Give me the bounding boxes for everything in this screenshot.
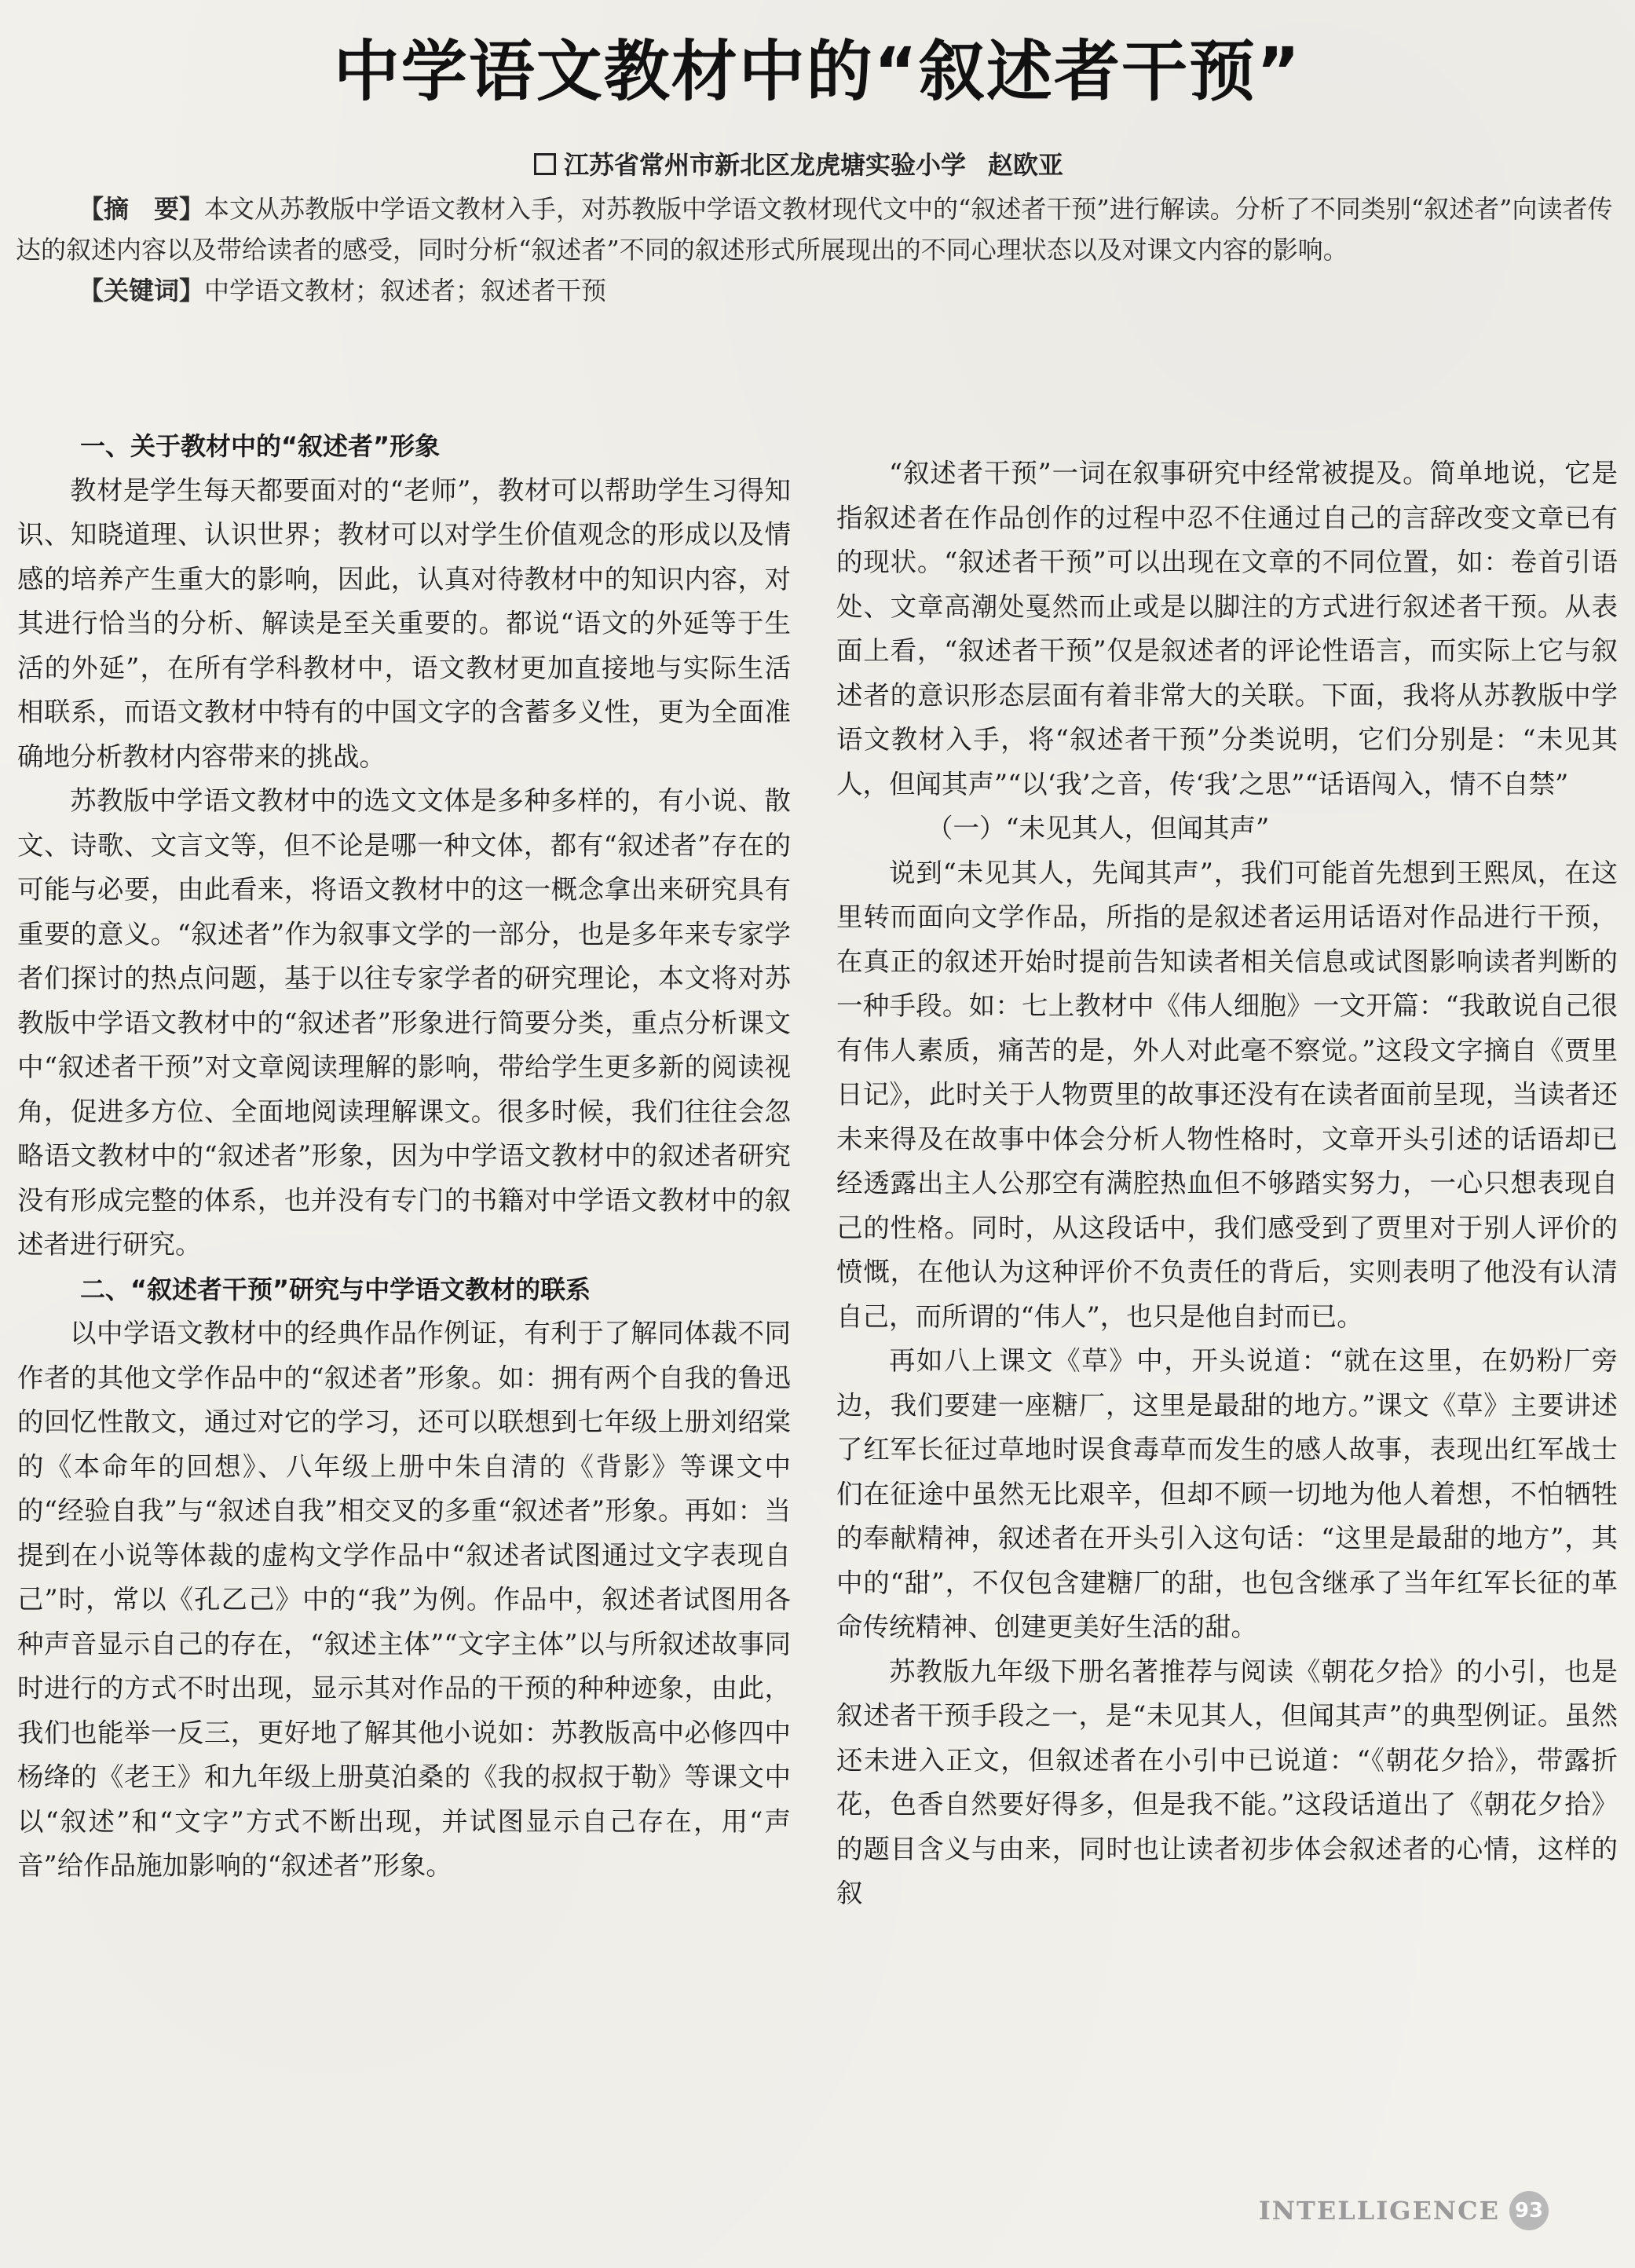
square-bullet-icon [534,153,556,175]
section-heading-2: 二、“叙述者干预”研究与中学语文教材的联系 [80,1274,591,1304]
body-paragraph: 苏教版中学语文教材中的选文文体是多种多样的，有小说、散文、诗歌、文言文等，但不论是哪一种文体，都有“叙述者”存在的可能与必要，由此看来，将语文教材中的这一概念拿出来研究具有重要的意义。“叙述者”作为叙事文学的一部分，也是多年来专家学者们探讨的热点问题，基于以往专家学者的研究理论，本文将对苏教版中学语文教材中的“叙述者”形象进行简要分类，重点分析课文中“叙述者干预”对文章阅读理解的影响，带给学生更多新的阅读视角，促进多方位、全面地阅读理解课文。很多时候，我们往往会忽略语文教材中的“叙述者”形象，因为中学语文教材中的叙述者研究没有形成完整的体系，也并没有专门的书籍对中学语文教材中的叙述者进行研究。 [17,785,791,1260]
left-column [17,424,791,1889]
keywords-text: 中学语文教材；叙述者；叙述者干预 [204,276,607,305]
byline [534,145,1555,181]
body-paragraph: 教材是学生每天都要面对的“老师”，教材可以帮助学生习得知识、知晓道理、认识世界；教材可以对学生价值观念的形成以及情感的培养产生重大的影响，因此，认真对待教材中的知识内容，对其进行恰当的分析、解读是至关重要的。都说“语文的外延等于生活的外延”，在所有学科教材中，语文教材更加直接地与实际生活相联系，而语文教材中特有的中国文字的含蓄多义性，更为全面准确地分析教材内容带来的挑战。 [17,474,791,772]
abstract-text: 本文从苏教版中学语文教材入手，对苏教版中学语文教材现代文中的“叙述者干预”进行解读。分析了不同类别“叙述者”向读者传达的叙述内容以及带给读者的感受，同时分析“叙述者”不同的叙述形式所展现出的不同心理状态以及对课文内容的影响。 [16,194,1613,265]
author-name: 赵欧亚 [988,150,1064,180]
body-paragraph: “叙述者干预”一词在叙事研究中经常被提及。简单地说，它是指叙述者在作品创作的过程中忍不住通过自己的言辞改变文章已有的现状。“叙述者干预”可以出现在文章的不同位置，如：卷首引语处、文章高潮处戛然而止或是以脚注的方式进行叙述者干预。从表面上看，“叙述者干预”仅是叙述者的评论性语言，而实际上它与叙述者的意识形态层面有着非常大的关联。下面，我将从苏教版中学语文教材入手，将“叙述者干预”分类说明，它们分别是：“未见其人，但闻其声”“以‘我’之音，传‘我’之思”“话语闯入，情不自禁” [836,458,1618,799]
body-paragraph: 再如八上课文《草》中，开头说道：“就在这里，在奶粉厂旁边，我们要建一座糖厂，这里是最甜的地方。”课文《草》主要讲述了红军长征过草地时误食毒草而发生的感人故事，表现出红军战士们在征途中虽然无比艰辛，但却不顾一切地为他人着想，不怕牺牲的奉献精神，叙述者在开头引入这句话：“这里是最甜的地方”，其中的“甜”，不仅包含建糖厂的甜，也包含继承了当年红军长征的革命传统精神、创建更美好生活的甜。 [836,1345,1618,1642]
keywords-paragraph [16,270,1626,311]
article-title: 中学语文教材中的“叙述者干预” [333,33,1302,110]
keywords-label: 【关键词】 [79,276,205,305]
right-column [836,452,1618,1916]
journal-brand: INTELLIGENCE [1258,2196,1500,2226]
section-heading-1: 一、关于教材中的“叙述者”形象 [80,431,441,461]
abstract-label: 【摘 要】 [79,194,205,224]
abstract-paragraph [16,188,1626,270]
abstract-block [16,188,1626,311]
affiliation: 江苏省常州市新北区龙虎塘实验小学 [564,150,967,180]
page-footer [1259,2191,1549,2230]
page-number: 93 [1509,2191,1549,2230]
body-paragraph: 以中学语文教材中的经典作品作例证，有利于了解同体裁不同作者的其他文学作品中的“叙述者”形象。如：拥有两个自我的鲁迅的回忆性散文，通过对它的学习，还可以联想到七年级上册刘绍棠的《本命年的回想》、八年级上册中朱自清的《背影》等课文中的“经验自我”与“叙述自我”相交叉的多重“叙述者”形象。再如：当提到在小说等体裁的虚构文学作品中“叙述者试图通过文字表现自己”时，常以《孔乙己》中的“我”为例。作品中，叙述者试图用各种声音显示自己的存在，“叙述主体”“文字主体”以与所叙述故事同时进行的方式不时出现，显示其对作品的干预的种种迹象，由此，我们也能举一反三，更好地了解其他小说如：苏教版高中必修四中杨绛的《老王》和九年级上册莫泊桑的《我的叔叔于勒》等课文中以“叙述”和“文字”方式不断出现，并试图显示自己存在，用“声音”给作品施加影响的“叙述者”形象。 [17,1318,791,1881]
body-paragraph: 说到“未见其人，先闻其声”，我们可能首先想到王熙凤，在这里转而面向文学作品，所指的是叙述者运用话语对作品进行干预，在真正的叙述开始时提前告知读者相关信息或试图影响读者判断的一种手段。如：七上教材中《伟人细胞》一文开篇：“我敢说自己很有伟人素质，痛苦的是，外人对此毫不察觉。”这段文字摘自《贾里日记》，此时关于人物贾里的故事还没有在读者面前呈现，当读者还未来得及在故事中体会分析人物性格时，文章开头引述的话语却已经透露出主人公那空有满腔热血但不够踏实努力，一心只想表现自己的性格。同时，从这段话中，我们感受到了贾里对于别人评价的愤慨，在他认为这种评价不负责任的背后，实则表明了他没有认清自己，而所谓的“伟人”，也只是他自封而已。 [836,857,1618,1332]
subsection-heading-1: （一）“未见其人，但闻其声” [927,813,1270,843]
body-paragraph: 苏教版九年级下册名著推荐与阅读《朝花夕拾》的小引，也是叙述者干预手段之一，是“未见其人，但闻其声”的典型例证。虽然还未进入正文，但叙述者在小引中已说道：“《朝花夕拾》，带露折花，色香自然要好得多，但是我不能。”这段话道出了《朝花夕拾》的题目含义与由来，同时也让读者初步体会叙述者的心情，这样的叙 [836,1655,1618,1908]
